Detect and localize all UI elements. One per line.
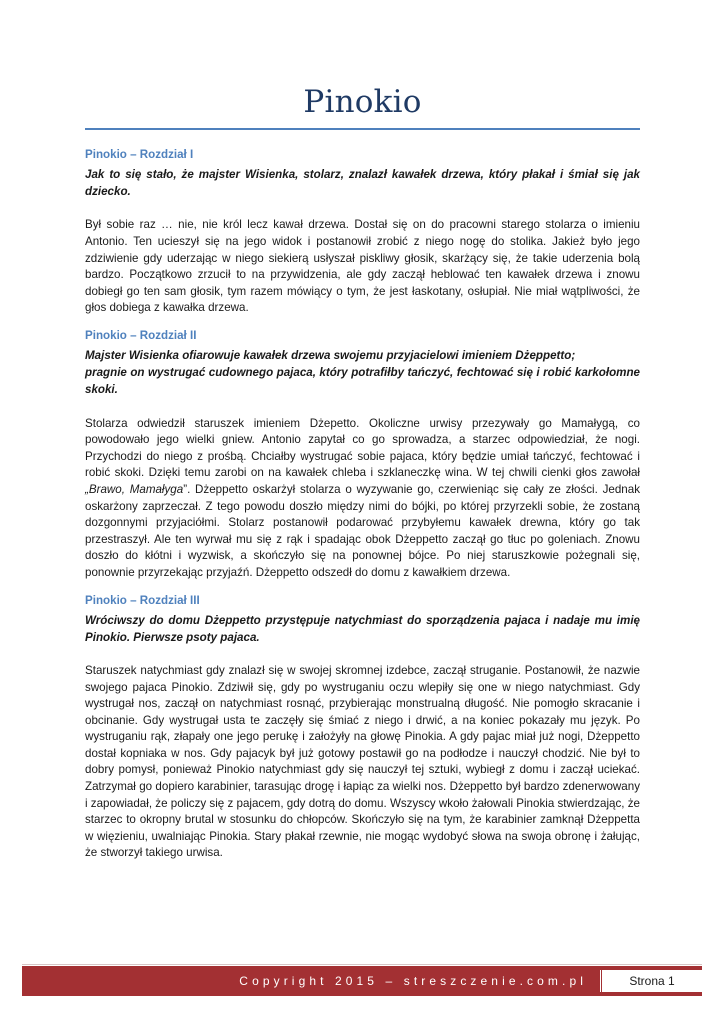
page-footer [22, 966, 702, 996]
chapter-summary-line-1: Majster Wisienka ofiarowuje kawałek drzewa swojemu przyjacielowi imieniem Dżeppetto; [85, 348, 576, 362]
chapter-3 [85, 592, 640, 863]
chapter-heading: Pinokio – Rozdział I [85, 148, 194, 161]
page-number: Strona 1 [602, 970, 702, 992]
chapter-2 [85, 327, 640, 582]
chapter-summary: Wróciwszy do domu Dżeppetto przystępuje natychmiast do sporządzenia pajaca i nadaje mu imię Pinokio. Pierwsze psoty pajaca. [85, 613, 640, 644]
chapter-text: Staruszek natychmiast gdy znalazł się w swojej skromnej izdebce, zaczął struganie. Postanowił, że nazwie swojego pajaca Pinokio. Zdziwił się, gdy po wystruganiu oczu wlepiły się one w niego natychmiast. Gdy wystrugał nos, zaczął on natychmiast rosnąć, przybierając monstrualną długość. Nie pomogło skracanie i obcinanie. Gdy wystrugał usta te zaczęły się śmiać z niego i drwić, a na koniec pokazały mu język. Po wystruganiu rąk, złapały one jego perukę i założyły na głowę Pinokia. A gdy pajac miał już nogi, Dżeppetto dostał kopniaka w nos. Gdy pajacyk był już gotowy postawił go na podłodze i nauczył chodzić. Nie był to dobry pomysł, ponieważ Pinokio natychmiast gdy się nauczył tej sztuki, wybiegł z domu i zaczął uciekać. Zatrzymał go dopiero karabinier, tarasując drogę i łapiąc za wielki nos. Dżeppetto był bardzo zdenerwowany i zapowiadał, że policzy się z pajacem, gdy dotrą do domu. Wszyscy wkoło żałowali Pinokia stwierdzając, że starzec to okropny brutal w stosunku do chłopców. Skończyło się na tym, że karabinier zamknął Dżeppetta w więzieniu, uwalniając Pinokia. Stary płakał rzewnie, nie mogąc wydobyć słowa na swoja obronę i żałując, że stworzył takiego urwisa. [85, 663, 640, 860]
document-body [85, 146, 640, 872]
quoted-exclamation: „Brawo, Mamałyga [85, 482, 184, 496]
footer-copyright: Copyright 2015 – streszczenie.com.pl [239, 974, 587, 988]
footer-divider [600, 970, 601, 992]
chapter-summary-line-2: pragnie on wystrugać cudownego pajaca, który potrafiłby tańczyć, fechtować się i robić karkołomne skoki. [85, 366, 640, 397]
chapter-1 [85, 146, 640, 317]
chapter-text [85, 416, 640, 582]
chapter-text-part: ”. Dżeppetto oskarżył stolarza o wyzywanie go, czerwieniąc się cały ze złości. Jednak oskarżony zaprzeczał. Z tego powodu doszło między nimi do bójki, po której przyrzekli sobie, że zostaną dozgonnymi przyjaciółmi. Stolarz postanowił podarować przybyłemu kawałek drewna, który go tak przestraszył. Ale ten wyrwał mu się z rąk i spadając obok Dżeppetto zaczął go tłuc po goleniach. Znowu doszło do kłótni i wyzwisk, a skończyło się na ponownej bójce. Po niej staruszkowie pożegnali się, ponownie przyrzekając przyjaźń. Dżeppetto odszedł do domu z kawałkiem drzewa. [85, 482, 640, 579]
chapter-text-part: Stolarza odwiedził staruszek imieniem Dżepetto. Okoliczne urwisy przezywały go Mamałygą, co powodowało jego wielki gniew. Antonio zapytał co go sprowadza, a starzec odpowiedział, że nogi. Przychodzi do niego z prośbą. Chciałby wystrugać sobie pajaca, który będzie umiał tańczyć, fechtować i robić skoki. Dzięki temu zarobi on na kawałek chleba i szklaneczkę wina. W tej chwili cienki głos zawołał [85, 416, 640, 480]
chapter-text: Był sobie raz … nie, nie król lecz kawał drzewa. Dostał się on do pracowni starego stolarza o imieniu Antonio. Ten ucieszył się na jego widok i postanowił zrobić z niego nogę do stolika. Jakież było jego zdziwienie gdy uderzając w niego siekierą usłyszał piskliwy głosik, skarżący się, że takie uderzenia bolą bardzo. Początkowo zrzucił to na przywidzenia, ale gdy zaczął heblować ten kawałek drzewa i znowu dobiegł go ten sam głosik, tym razem mówiący o tym, że jest łaskotany, osłupiał. Nie miał wątpliwości, że głos dobiega z kawałka drzewa. [85, 218, 640, 315]
chapter-heading: Pinokio – Rozdział III [85, 593, 200, 607]
chapter-summary: Jak to się stało, że majster Wisienka, stolarz, znalazł kawałek drzewa, który płakał i śmiał się jak dziecko. [85, 168, 640, 199]
title-underline [85, 128, 640, 130]
document-title: Pinokio [303, 84, 422, 120]
footer-rule [22, 964, 702, 965]
chapter-heading: Pinokio – Rozdział II [85, 328, 197, 342]
